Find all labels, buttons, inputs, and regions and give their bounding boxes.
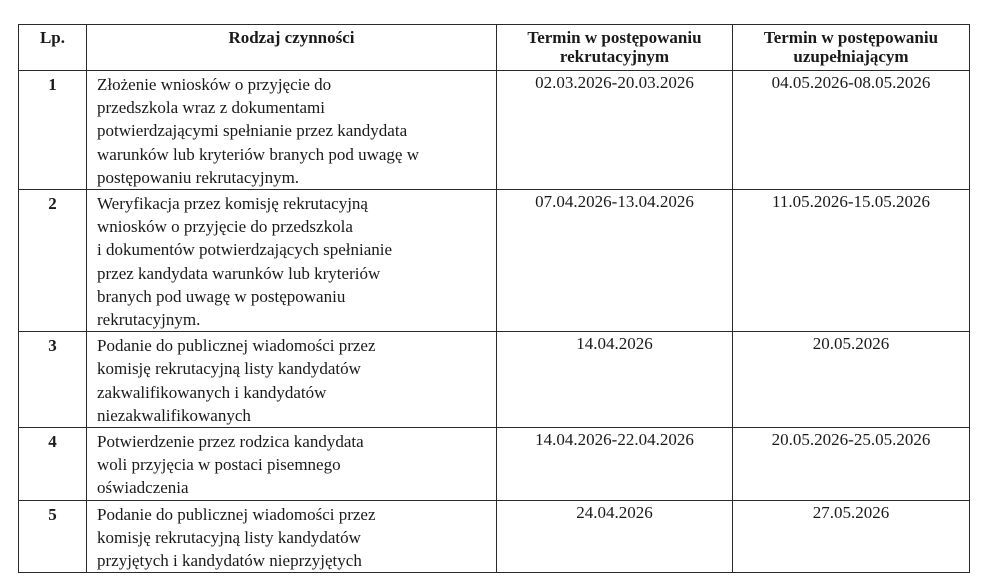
activity-line: Weryfikacja przez komisję rekrutacyjną (97, 194, 368, 214)
table-row (19, 500, 970, 573)
activity-line: warunków lub kryteriów branych pod uwagę w (97, 144, 419, 164)
header-lp-label: Lp. (39, 28, 66, 47)
activity-line: postępowaniu rekrutacyjnym. (97, 167, 300, 187)
term-supplementary-cell: 20.05.2026-25.05.2026 (733, 428, 970, 501)
activity-line: przyjętych i kandydatów nieprzyjętych (97, 551, 362, 571)
header-term-recruitment-line: rekrutacyjnym (559, 47, 670, 66)
activity-cell (87, 332, 497, 428)
activity-line: niezakwalifikowanych (97, 405, 251, 425)
activity-line: branych pod uwagę w postępowaniu (97, 286, 346, 306)
term-recruitment-cell: 02.03.2026-20.03.2026 (497, 71, 733, 190)
activity-line: rekrutacyjnym. (97, 310, 201, 330)
activity-line: i dokumentów potwierdzających spełnianie (97, 240, 393, 260)
activity-cell (87, 71, 497, 190)
activity-line: oświadczenia (97, 478, 189, 498)
activity-line: komisję rekrutacyjną listy kandydatów (97, 359, 361, 379)
activity-cell (87, 190, 497, 332)
row-number: 5 (19, 500, 87, 573)
activity-line: Potwierdzenie przez rodzica kandydata (97, 432, 364, 452)
activity-line: przez kandydata warunków lub kryteriów (97, 263, 381, 283)
header-activity-label: Rodzaj czynności (228, 28, 355, 47)
term-supplementary-cell: 27.05.2026 (733, 500, 970, 573)
term-supplementary-cell: 04.05.2026-08.05.2026 (733, 71, 970, 190)
row-number: 2 (19, 190, 87, 332)
activity-cell (87, 428, 497, 501)
header-term-recruitment (497, 25, 733, 71)
header-activity (87, 25, 497, 71)
table-header-row (19, 25, 970, 71)
term-supplementary-cell: 11.05.2026-15.05.2026 (733, 190, 970, 332)
row-number: 4 (19, 428, 87, 501)
activity-line: komisję rekrutacyjną listy kandydatów (97, 527, 361, 547)
table-row (19, 428, 970, 501)
header-term-recruitment-line: Termin w postępowaniu (527, 28, 702, 47)
activity-line: Złożenie wniosków o przyjęcie do (97, 75, 332, 94)
header-term-supplementary-line: uzupełniającym (793, 47, 909, 66)
activity-line: przedszkola wraz z dokumentami (97, 98, 325, 118)
table-row (19, 71, 970, 190)
term-supplementary-cell: 20.05.2026 (733, 332, 970, 428)
activity-line: potwierdzającymi spełnianie przez kandydata (97, 121, 408, 141)
row-number: 1 (19, 71, 87, 190)
term-recruitment-cell: 24.04.2026 (497, 500, 733, 573)
header-term-supplementary-line: Termin w postępowaniu (763, 28, 939, 47)
term-recruitment-cell: 07.04.2026-13.04.2026 (497, 190, 733, 332)
activity-line: Podanie do publicznej wiadomości przez (97, 336, 376, 356)
term-recruitment-cell: 14.04.2026 (497, 332, 733, 428)
table-row (19, 190, 970, 332)
activity-line: Podanie do publicznej wiadomości przez (97, 504, 376, 524)
activity-line: wniosków o przyjęcie do przedszkola (97, 217, 353, 237)
header-lp (19, 25, 87, 71)
activity-line: woli przyjęcia w postaci pisemnego (97, 455, 341, 475)
term-recruitment-cell: 14.04.2026-22.04.2026 (497, 428, 733, 501)
header-term-supplementary (733, 25, 970, 71)
activity-line: zakwalifikowanych i kandydatów (97, 382, 327, 402)
table-row (19, 332, 970, 428)
activity-cell (87, 500, 497, 573)
row-number: 3 (19, 332, 87, 428)
recruitment-schedule-table (18, 24, 970, 573)
